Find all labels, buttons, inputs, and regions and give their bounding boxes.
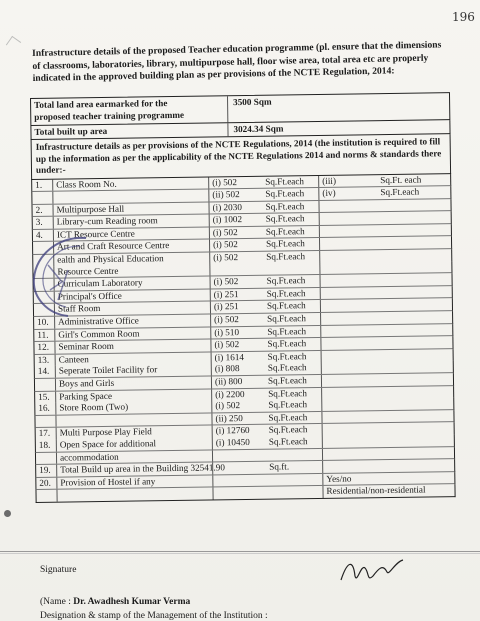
row-value: (i) 251 — [213, 301, 239, 312]
row-value: (i) 502 — [213, 252, 239, 263]
row-unit: Sq.Ft.each — [265, 188, 305, 199]
summary-value: 3500 Sqm — [233, 96, 272, 108]
row-value: (i) 808 — [214, 363, 240, 374]
row-value: (i) 10450 — [215, 436, 250, 448]
row-unit: Sq.Ft.each — [267, 375, 307, 386]
row-unit: Sq.Ft.each — [268, 399, 308, 410]
row-unit: Sq.Ft.each — [267, 362, 307, 374]
row-unit: Sq.Ft.each — [267, 338, 307, 349]
row-label: Art and Craft Resource Centre — [57, 240, 170, 253]
summary-label: Total built up area — [34, 125, 108, 137]
row-label: Principal's Office — [57, 290, 122, 302]
row-unit: Sq.Ft.each — [265, 238, 305, 250]
row-unit: Sq.Ft.each — [268, 436, 308, 447]
signatory-name: (Name : Dr. Awadhesh Kumar Verma — [40, 597, 191, 607]
row-unit: Sq.Ft.each — [265, 200, 305, 212]
row-value: (i) 510 — [214, 326, 240, 338]
designation-label: Designation & stamp of the Management of the Institution : — [40, 611, 268, 621]
row-value: (i) 502 — [212, 176, 238, 187]
row-label: Parking Space — [59, 390, 113, 402]
row-value: (i) 2030 — [212, 201, 242, 213]
row-label: Library-cum Reading room — [56, 215, 158, 227]
row-extra-unit: Sq.Ft.each — [380, 186, 420, 198]
row-value: (i) 502 — [215, 400, 241, 411]
signature-divider-2 — [0, 553, 480, 554]
intro-paragraph: Infrastructure details of the proposed Teacher education programme (pl. ensure that the dimensions of classrooms, laboratories, library, multipurpose hall, floor wise area, total area etc are properly indicated in the approved building plan as per provisions of the NCTE Regulation, 2014: — [32, 39, 442, 84]
row-value: (i) 2200 — [215, 388, 245, 400]
row-unit: Sq.ft. — [269, 461, 290, 472]
row-number: 11. — [37, 329, 49, 340]
row-unit: Sq.Ft.each — [268, 387, 308, 399]
row-label: accommodation — [59, 451, 119, 463]
row-label: ealth and Physical Education — [57, 253, 164, 265]
row-unit: Sq.Ft.each — [266, 300, 306, 312]
row-number: 14. — [37, 366, 50, 377]
row-number: 15. — [38, 391, 50, 402]
row-unit: Sq.Ft.each — [266, 275, 306, 286]
row-value: (i) 502 — [212, 226, 238, 238]
row-value: (i) 12760 — [215, 425, 250, 436]
row-label: Provision of Hostel if any — [60, 476, 156, 488]
row-number: 1. — [35, 179, 43, 190]
row-label: Resource Centre — [57, 265, 119, 277]
row-number: 20. — [39, 477, 51, 488]
row-value: (i) 251 — [213, 288, 239, 300]
row-unit: Sq.Ft.each — [267, 325, 307, 337]
row-number: 10. — [37, 316, 49, 327]
row-label: Store Room (Two) — [59, 401, 129, 413]
row-extra: (iv) — [322, 187, 336, 199]
row-value: (i) 502 — [214, 314, 239, 325]
row-label: Administrative Office — [58, 315, 139, 327]
summary-value: 3024.34 Sqm — [233, 123, 284, 135]
row-number: 2. — [35, 204, 43, 215]
row-label: Total Build up area in the Building 32541.90 — [60, 462, 225, 475]
row-label: Multipurpose Hall — [56, 203, 125, 215]
table-header: Infrastructure details as per provisions of the NCTE Regulations, 2014 (the institution is required to fill up the information as per the applicability of the NCTE Regulations 2014 and norms & standards there under:- — [31, 134, 452, 179]
row-extra: (iii) — [322, 175, 337, 186]
signature-label: Signature — [40, 565, 77, 575]
row-extra-unit: Sq.Ft. each — [380, 174, 422, 185]
row-value: (i) 1614 — [214, 351, 245, 363]
row-unit: Sq.Ft.each — [265, 226, 305, 237]
row-unit: Sq.Ft.each — [268, 411, 308, 423]
row-value: (ii) 800 — [214, 376, 243, 387]
row-unit: Sq.Ft.each — [266, 251, 306, 262]
row-label: Curriculam Laboratory — [57, 277, 143, 289]
row-number: 18. — [38, 439, 51, 450]
row-number: 19. — [39, 464, 51, 476]
row-value: (ii) 502 — [212, 189, 240, 200]
row-label: Class Room No. — [56, 178, 117, 190]
row-number: 16. — [38, 402, 50, 414]
row-number: 4. — [35, 229, 43, 240]
handwritten-signature — [337, 554, 407, 588]
row-label: ICT Resource Centre — [56, 228, 135, 240]
row-unit: Sq.Ft.each — [265, 213, 305, 225]
signature-divider — [0, 551, 480, 552]
row-extra: Residential/non-residential — [326, 484, 426, 497]
row-label: Girl's Common Room — [58, 328, 140, 340]
institution-stamp — [28, 230, 98, 320]
row-number: 12. — [37, 341, 50, 353]
row-unit: Sq.Ft.each — [267, 350, 307, 362]
row-label: Multi Purpose Play Field — [59, 426, 152, 438]
row-value: (i) 502 — [213, 276, 239, 287]
row-unit: Sq.Ft.each — [265, 175, 305, 187]
punch-hole — [4, 510, 11, 517]
row-extra: Yes/no — [326, 473, 352, 484]
row-unit: Sq.Ft.each — [268, 424, 308, 436]
row-value: (i) 502 — [212, 239, 238, 250]
row-value: (ii) 250 — [215, 412, 243, 424]
row-label: Open Space for additional — [59, 438, 157, 450]
row-value: (i) 502 — [214, 339, 240, 350]
row-label: Canteen — [58, 354, 89, 365]
corner-mark — [6, 36, 21, 51]
summary-label: Total land area earmarked for the proposed teacher training programme — [34, 98, 185, 122]
row-unit: Sq.Ft.each — [266, 288, 306, 299]
row-label: Boys and Girls — [58, 377, 115, 389]
row-number: 3. — [35, 217, 43, 228]
items-body — [31, 174, 455, 503]
page-number: 196 — [452, 10, 475, 24]
row-value: (i) 1002 — [212, 214, 243, 225]
row-label: Seminar Room — [58, 341, 114, 352]
row-number: 17. — [38, 428, 51, 439]
row-label: Staff Room — [57, 303, 101, 315]
row-unit: Sq.Ft.each — [267, 313, 306, 324]
row-label: Seperate Toilet Facility for — [58, 364, 158, 377]
row-number: 13. — [37, 354, 50, 365]
